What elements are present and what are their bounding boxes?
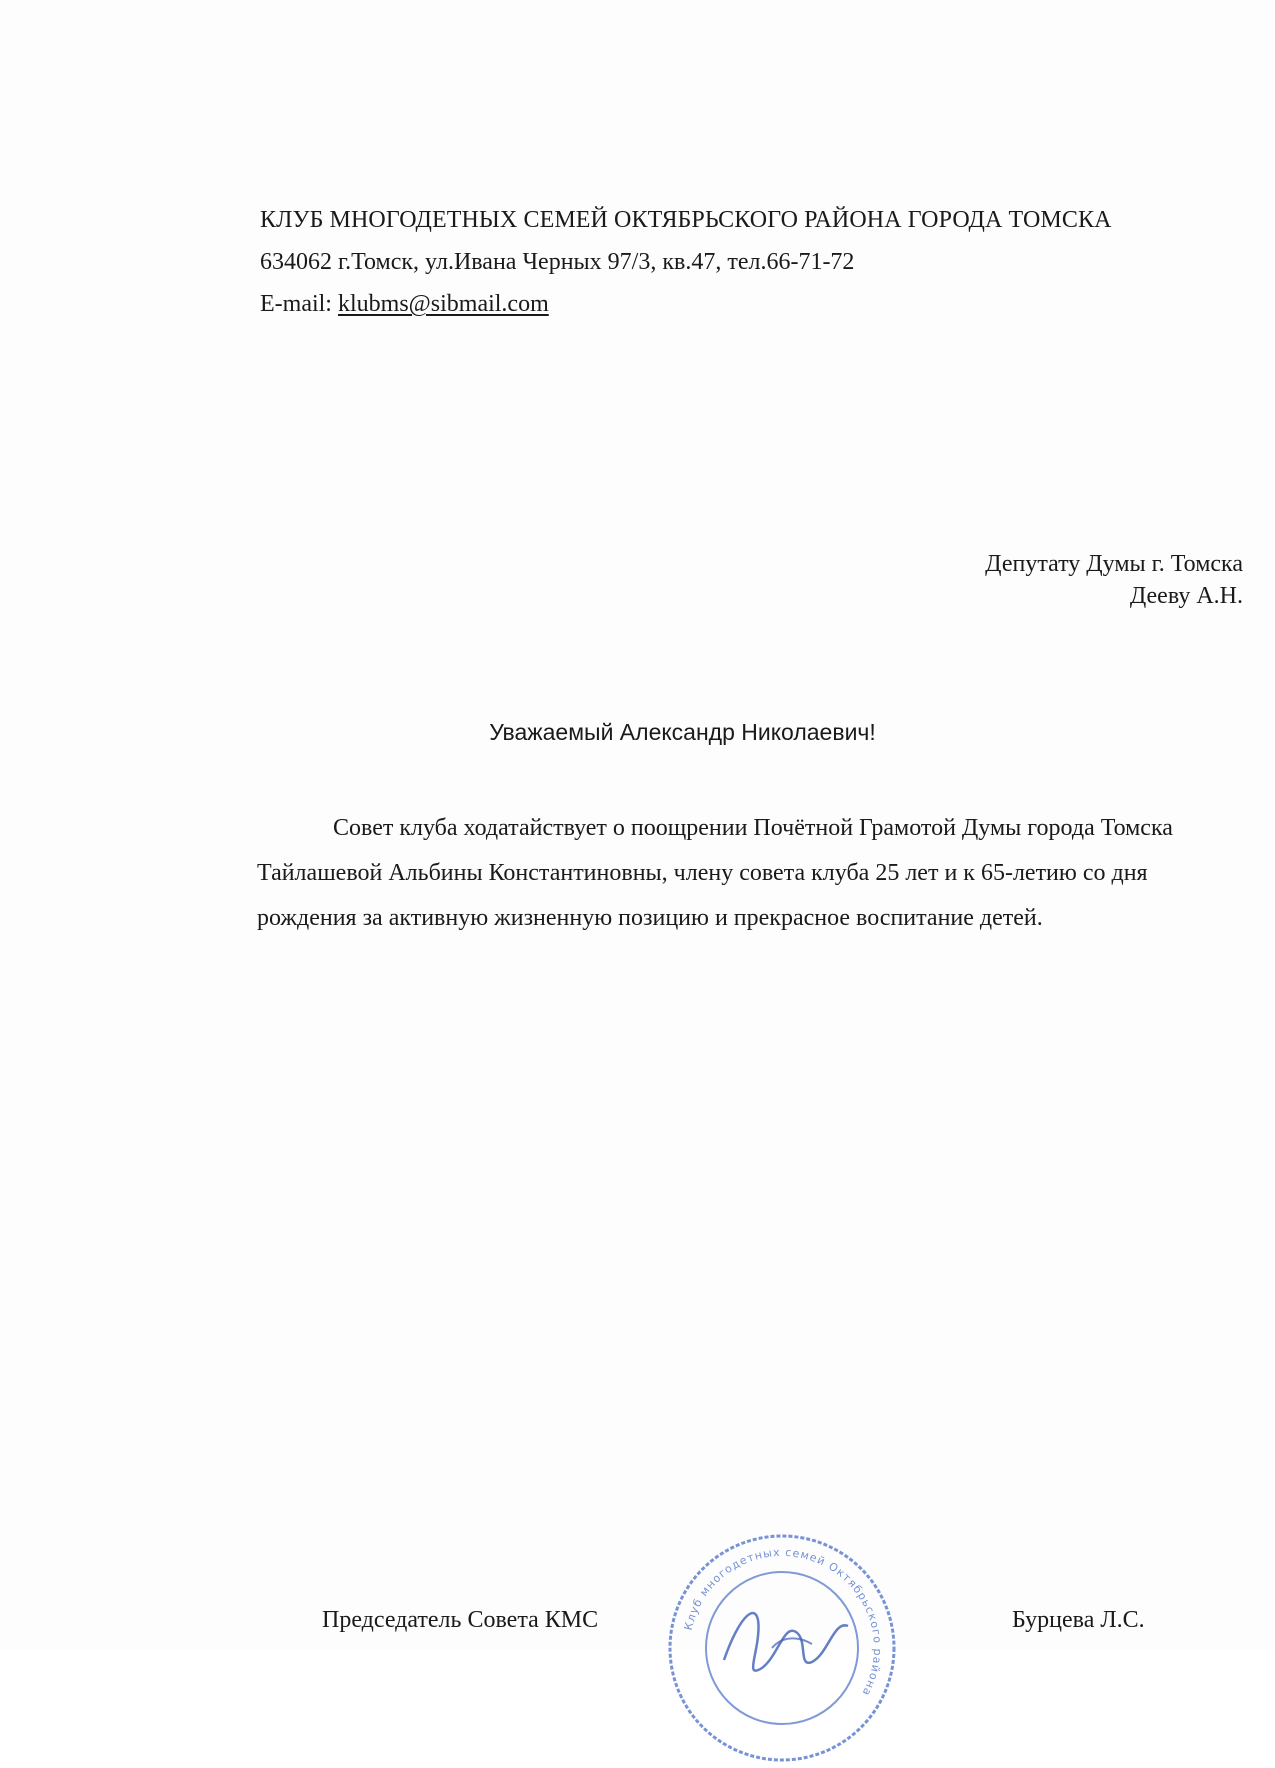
- body-line-3: рождения за активную жизненную позицию и прекрасное воспитание детей.: [257, 905, 1043, 931]
- recipient-block: [985, 548, 1243, 612]
- recipient-position: Депутату Думы г. Томска: [985, 551, 1243, 577]
- organization-name: КЛУБ МНОГОДЕТНЫХ СЕМЕЙ ОКТЯБРЬСКОГО РАЙОНА ГОРОДА ТОМСКА: [260, 207, 1112, 233]
- signatory-name: Бурцева Л.С.: [1012, 1607, 1145, 1633]
- body-line-1: Совет клуба ходатайствует о поощрении Почётной Грамотой Думы города Томска: [333, 815, 1173, 841]
- svg-text:Клуб многодетных семей Октябрь: Клуб многодетных семей Октябрьского района: [681, 1545, 885, 1699]
- recipient-name: Дееву А.Н.: [1129, 583, 1243, 609]
- email-label: E-mail:: [260, 291, 338, 317]
- email-link[interactable]: klubms@sibmail.com: [337, 291, 549, 317]
- round-stamp-icon: [662, 1528, 902, 1768]
- letter-body: [257, 806, 1227, 941]
- organization-address: 634062 г.Томск, ул.Ивана Черных 97/3, кв.47, тел.66-71-72: [260, 249, 855, 275]
- organization-email-line: [260, 290, 549, 318]
- salutation: Уважаемый Александр Николаевич!: [489, 719, 876, 745]
- signatory-title: Председатель Совета КМС: [322, 1607, 599, 1633]
- body-line-2: Тайлашевой Альбины Константиновны, члену совета клуба 25 лет и к 65-летию со дня: [257, 860, 1148, 886]
